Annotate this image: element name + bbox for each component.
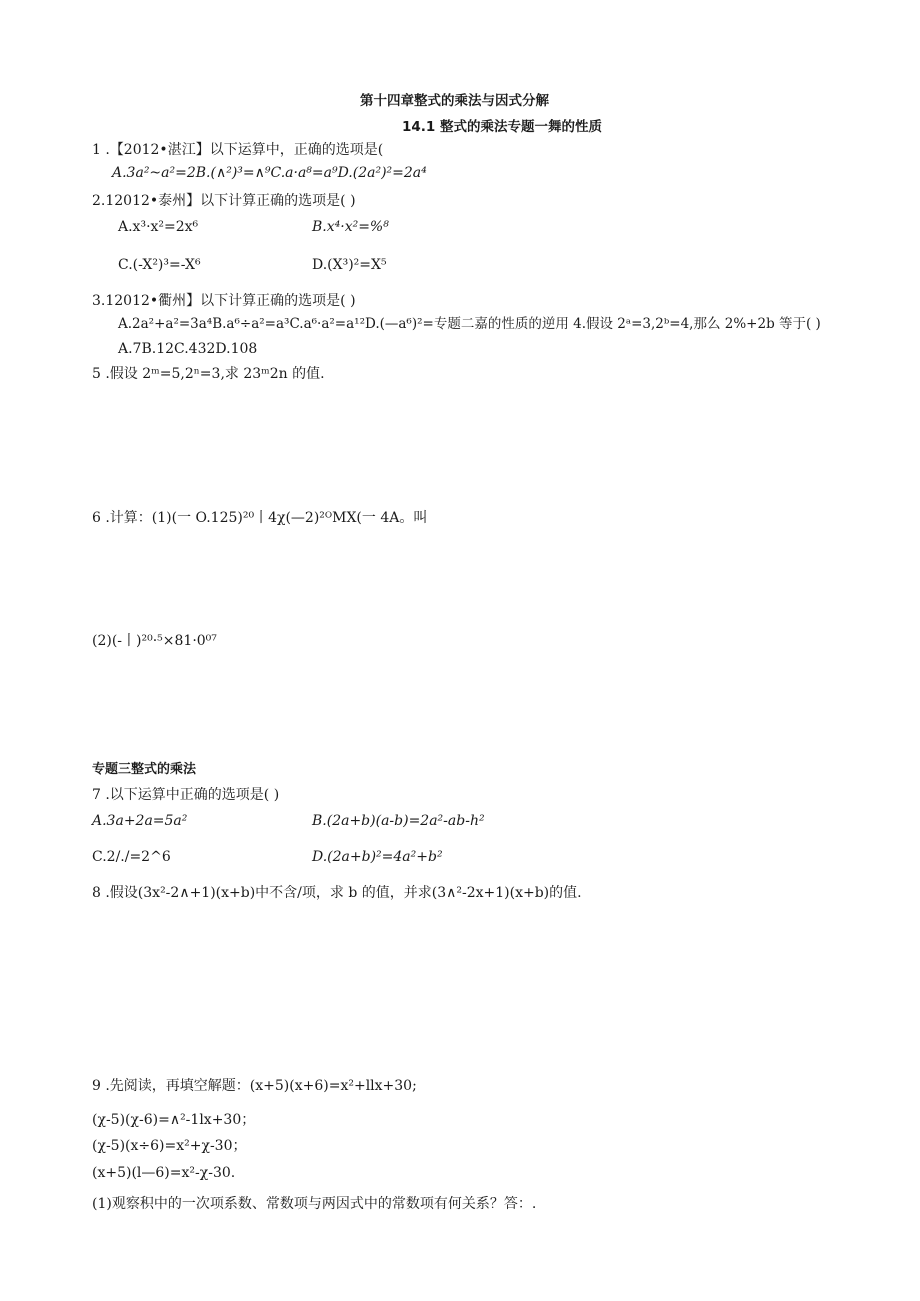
q7-option-d: D.(2a+b)²=4a²+b² (312, 849, 443, 865)
q7-option-a: A.3a+2a=5a² (92, 813, 188, 829)
q1-stem: 1 .【2012•湛江】以下运算中，正确的选项是( (92, 142, 384, 158)
q6-stem: 6 .计算：(1)(一 O.125)²⁰丨4χ(—2)²ᴼMX(一 4A。叫 (92, 510, 428, 526)
q9-part1: (1)观察积中的一次项系数、常数项与两因式中的常数项有何关系？答：. (92, 1196, 537, 1212)
q6-part2: (2)(-丨)²⁰·⁵×81·0⁰⁷ (92, 633, 217, 649)
q9-stem: 9 .先阅读，再填空解题：(x+5)(x+6)=x²+llx+30; (92, 1078, 417, 1094)
q1-options: A.3a²~a²=2B.(∧²)³=∧⁹C.a·a⁸=a⁹D.(2a²)²=2a⁴ (112, 165, 427, 181)
q3-stem: 3.12012•衢州】以下计算正确的选项是( ) (92, 293, 356, 309)
q4-options: A.7B.12C.432D.108 (118, 341, 258, 357)
q9-line3: (x+5)(l—6)=x²-χ-30. (92, 1165, 236, 1181)
q5-stem: 5 .假设 2ᵐ=5,2ⁿ=3,求 23ᵐ2n 的值. (92, 366, 325, 382)
q8-stem: 8 .假设(3x²-2∧+1)(x+b)中不含/项，求 b 的值，并求(3∧²-2x+1)(x+b)的值. (92, 885, 582, 901)
q2-stem: 2.12012•泰州】以下计算正确的选项是( ) (92, 193, 356, 209)
q7-option-c: C.2/./=2^6 (92, 849, 171, 865)
q9-line1: (χ-5)(χ-6)=∧²-1lx+30； (92, 1112, 256, 1128)
q7-option-b: B.(2a+b)(a-b)=2a²-ab-h² (312, 813, 485, 829)
q9-line2: (χ-5)(x÷6)=x²+χ-30； (92, 1138, 247, 1154)
chapter-title: 第十四章整式的乘法与因式分解 (360, 93, 549, 109)
section-title: 14.1 整式的乘法专题一舞的性质 (402, 119, 603, 135)
q3-options-line: A.2a²+a²=3a⁴B.a⁶÷a²=a³C.a⁶·a²=a¹²D.(—a⁶)²=专题二嘉的性质的逆用 4.假设 2ᵃ=3,2ᵇ=4,那么 2%+2b 等于( ) (118, 316, 821, 332)
q7-stem: 7 .以下运算中正确的选项是( ) (92, 787, 280, 803)
q2-option-b: B.x⁴·x²=%⁸ (312, 219, 389, 235)
q2-option-d: D.(X³)²=X⁵ (312, 257, 387, 273)
q2-option-c: C.(-X²)³=-X⁶ (118, 257, 201, 273)
topic3-title: 专题三整式的乘法 (92, 762, 197, 777)
q2-option-a: A.x³·x²=2x⁶ (118, 219, 199, 235)
